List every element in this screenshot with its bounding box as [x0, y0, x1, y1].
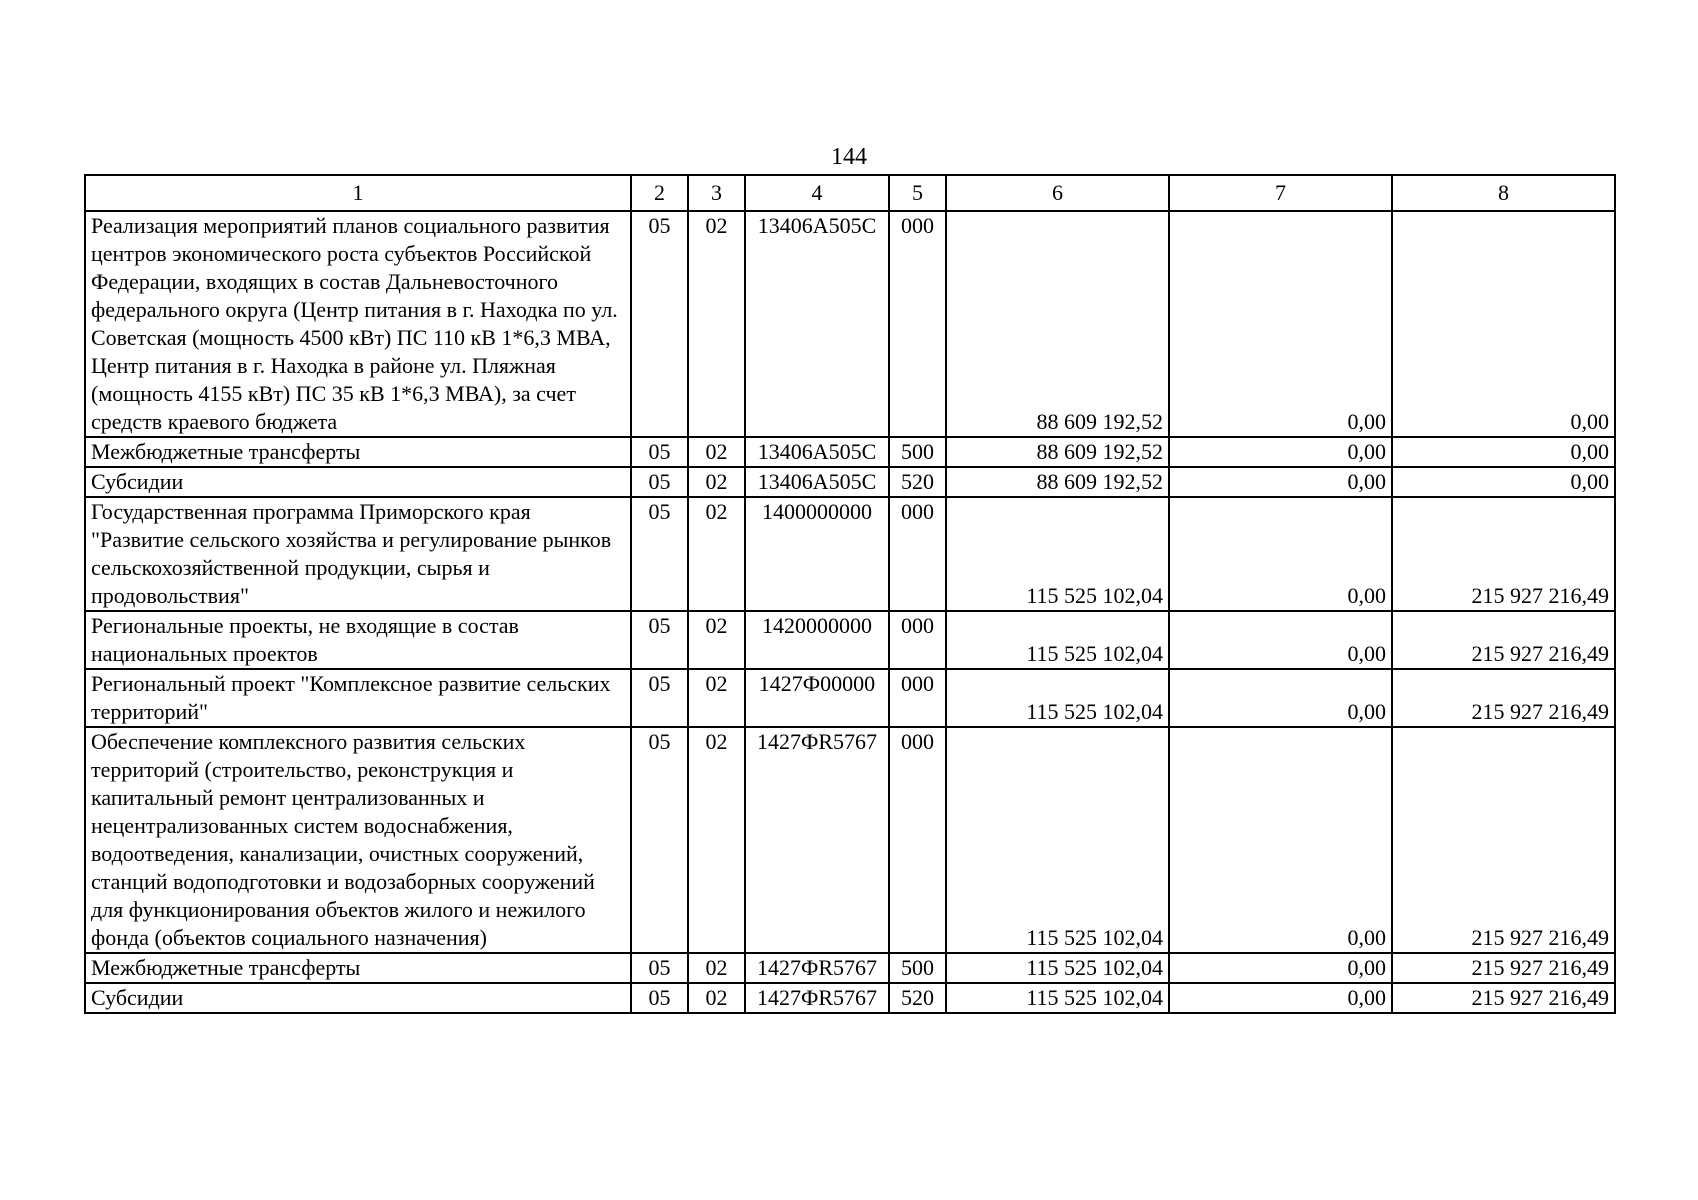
- subsection-code: 02: [688, 953, 745, 983]
- table-header-row: [85, 175, 1615, 211]
- subsection-code: 02: [688, 611, 745, 669]
- section-code: 05: [631, 953, 688, 983]
- expense-type-code: 000: [889, 669, 946, 727]
- row-name: Государственная программа Приморского края "Развитие сельского хозяйства и регулирование рынков сельскохозяйственной продукции, сырья и продовольствия": [85, 497, 631, 611]
- expense-type-code: 000: [889, 497, 946, 611]
- amount-col8: 215 927 216,49: [1392, 983, 1615, 1013]
- column-header: 1: [85, 175, 631, 211]
- section-code: 05: [631, 497, 688, 611]
- amount-col8: 215 927 216,49: [1392, 669, 1615, 727]
- subsection-code: 02: [688, 727, 745, 953]
- amount-col8: 215 927 216,49: [1392, 611, 1615, 669]
- section-code: 05: [631, 467, 688, 497]
- target-article-code: 13406А505С: [745, 437, 889, 467]
- table-row: [85, 953, 1615, 983]
- target-article-code: 13406А505С: [745, 211, 889, 437]
- expense-type-code: 000: [889, 727, 946, 953]
- expense-type-code: 000: [889, 611, 946, 669]
- table-row: [85, 437, 1615, 467]
- amount-col8: 215 927 216,49: [1392, 727, 1615, 953]
- amount-col7: 0,00: [1169, 497, 1392, 611]
- amount-col7: 0,00: [1169, 611, 1392, 669]
- column-header: 2: [631, 175, 688, 211]
- amount-col8: 0,00: [1392, 467, 1615, 497]
- amount-col6: 115 525 102,04: [946, 953, 1169, 983]
- row-name: Межбюджетные трансферты: [85, 437, 631, 467]
- target-article-code: 1420000000: [745, 611, 889, 669]
- table-row: [85, 611, 1615, 669]
- amount-col7: 0,00: [1169, 467, 1392, 497]
- row-name: Межбюджетные трансферты: [85, 953, 631, 983]
- expense-type-code: 500: [889, 953, 946, 983]
- column-header: 4: [745, 175, 889, 211]
- row-name: Региональные проекты, не входящие в состав национальных проектов: [85, 611, 631, 669]
- budget-table: [84, 174, 1616, 1014]
- subsection-code: 02: [688, 983, 745, 1013]
- amount-col7: 0,00: [1169, 669, 1392, 727]
- amount-col7: 0,00: [1169, 727, 1392, 953]
- row-name: Региональный проект "Комплексное развитие сельских территорий": [85, 669, 631, 727]
- target-article-code: 1427ФR5767: [745, 983, 889, 1013]
- amount-col7: 0,00: [1169, 437, 1392, 467]
- amount-col8: 0,00: [1392, 211, 1615, 437]
- amount-col6: 115 525 102,04: [946, 983, 1169, 1013]
- amount-col8: 0,00: [1392, 437, 1615, 467]
- expense-type-code: 000: [889, 211, 946, 437]
- amount-col6: 88 609 192,52: [946, 437, 1169, 467]
- target-article-code: 1427Ф00000: [745, 669, 889, 727]
- column-header: 6: [946, 175, 1169, 211]
- expense-type-code: 520: [889, 467, 946, 497]
- subsection-code: 02: [688, 497, 745, 611]
- target-article-code: 1427ФR5767: [745, 727, 889, 953]
- row-name: Субсидии: [85, 467, 631, 497]
- amount-col7: 0,00: [1169, 953, 1392, 983]
- column-header: 3: [688, 175, 745, 211]
- amount-col6: 115 525 102,04: [946, 669, 1169, 727]
- column-header: 5: [889, 175, 946, 211]
- section-code: 05: [631, 211, 688, 437]
- section-code: 05: [631, 727, 688, 953]
- section-code: 05: [631, 437, 688, 467]
- amount-col6: 115 525 102,04: [946, 727, 1169, 953]
- table-row: [85, 497, 1615, 611]
- section-code: 05: [631, 611, 688, 669]
- expense-type-code: 520: [889, 983, 946, 1013]
- amount-col7: 0,00: [1169, 211, 1392, 437]
- row-name: Реализация мероприятий планов социального развития центров экономического роста субъектов Российской Федерации, входящих в состав Дальневосточного федерального округа (Центр питания в г. Находка по ул. Советская (мощность 4500 кВт) ПС 110 кВ 1*6,3 МВА, Центр питания в г. Находка в районе ул. Пляжная (мощность 4155 кВт) ПС 35 кВ 1*6,3 МВА), за счет средств краевого бюджета: [85, 211, 631, 437]
- section-code: 05: [631, 983, 688, 1013]
- subsection-code: 02: [688, 669, 745, 727]
- subsection-code: 02: [688, 467, 745, 497]
- column-header: 8: [1392, 175, 1615, 211]
- table-row: [85, 211, 1615, 437]
- table-row: [85, 983, 1615, 1013]
- section-code: 05: [631, 669, 688, 727]
- row-name: Субсидии: [85, 983, 631, 1013]
- amount-col6: 88 609 192,52: [946, 211, 1169, 437]
- amount-col6: 115 525 102,04: [946, 611, 1169, 669]
- amount-col6: 115 525 102,04: [946, 497, 1169, 611]
- amount-col6: 88 609 192,52: [946, 467, 1169, 497]
- expense-type-code: 500: [889, 437, 946, 467]
- subsection-code: 02: [688, 437, 745, 467]
- row-name: Обеспечение комплексного развития сельских территорий (строительство, реконструкция и капитальный ремонт централизованных и нецентрализованных систем водоснабжения, водоотведения, канализации, очистных сооружений, станций водоподготовки и водозаборных сооружений для функционирования объектов жилого и нежилого фонда (объектов социального назначения): [85, 727, 631, 953]
- amount-col7: 0,00: [1169, 983, 1392, 1013]
- table-row: [85, 727, 1615, 953]
- page-number: 144: [831, 144, 867, 170]
- table-row: [85, 467, 1615, 497]
- table-row: [85, 669, 1615, 727]
- target-article-code: 1400000000: [745, 497, 889, 611]
- target-article-code: 1427ФR5767: [745, 953, 889, 983]
- target-article-code: 13406А505С: [745, 467, 889, 497]
- subsection-code: 02: [688, 211, 745, 437]
- column-header: 7: [1169, 175, 1392, 211]
- amount-col8: 215 927 216,49: [1392, 953, 1615, 983]
- amount-col8: 215 927 216,49: [1392, 497, 1615, 611]
